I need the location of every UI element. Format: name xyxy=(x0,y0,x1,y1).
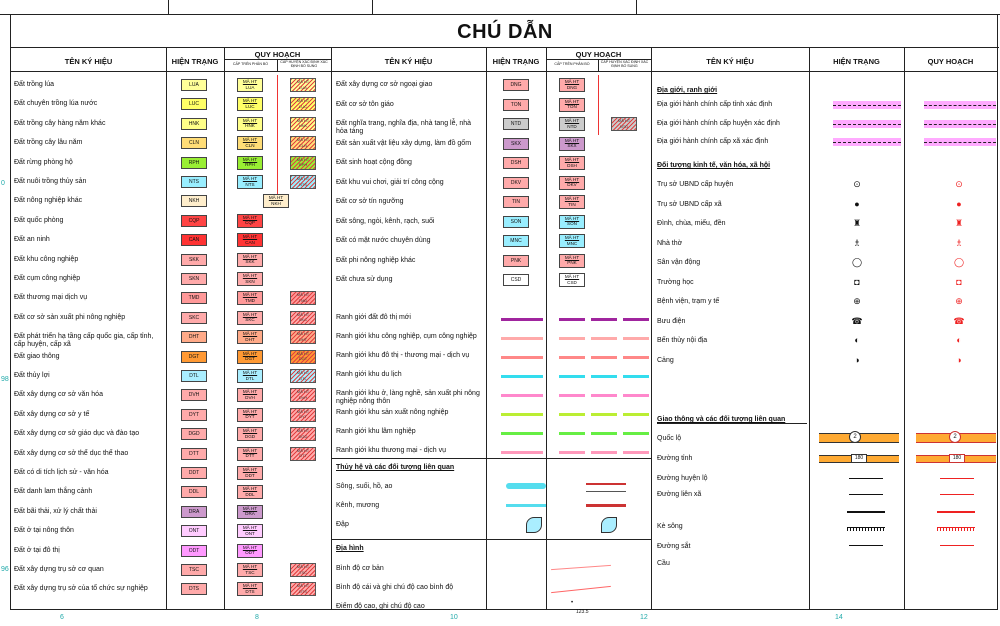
legend-item-label: Đất xây dựng trụ sở của tổ chức sự nghiệp xyxy=(14,585,148,593)
bridge-current xyxy=(849,545,883,546)
transport-label: Đường liên xã xyxy=(657,491,702,498)
terrain-section-title: Địa hình xyxy=(336,545,364,552)
planning-boundary-line xyxy=(591,337,617,340)
current-code-box: CAN xyxy=(181,234,207,246)
planning-boundary-line xyxy=(623,375,649,378)
current-code-box: DYT xyxy=(181,409,207,421)
dam-planning-symbol xyxy=(601,517,617,533)
header-planning-3: QUY HOẠCH xyxy=(927,57,974,66)
planning-code-box: MÃ HT PNK xyxy=(559,254,585,268)
legend-item-label: Đất phi nông nghiệp khác xyxy=(336,256,416,264)
planning-code-box: MÃ HT ONT xyxy=(237,524,263,538)
legend-item-label: Đất nông nghiệp khác xyxy=(14,197,83,205)
planning-code-box: MÃ HT NTS xyxy=(237,175,263,189)
planning-boundary-line xyxy=(591,375,617,378)
planning-code-box: MÃ HT DSH xyxy=(559,156,585,170)
current-code-box: DGT xyxy=(181,351,207,363)
header-planning-sub1-2: CẤP TRÊN PHÂN BỔ xyxy=(554,62,590,66)
planning-hatch-box: MÃ HT CLN xyxy=(290,136,316,150)
legend-item-label: Đất xây dựng cơ sở thể dục thể thao xyxy=(14,449,129,457)
object-planning-icon: ⊙ xyxy=(955,179,963,189)
objects-section-title: Đối tượng kinh tế, văn hóa, xã hội xyxy=(657,162,771,169)
current-code-box: TSC xyxy=(181,564,207,576)
current-code-box: ONT xyxy=(181,525,207,537)
planning-code-box: MÃ HT DYT xyxy=(237,408,263,422)
legend-item-label: Đất có di tích lịch sử - văn hóa xyxy=(14,469,109,476)
transport-label: Cầu xyxy=(657,560,670,567)
legend-item-label: Đất sản xuất vật liệu xây dựng, làm đồ gốm xyxy=(336,139,472,147)
planning-code-box: MÃ HT DGT xyxy=(237,350,263,364)
object-planning-icon: ◑ xyxy=(956,354,962,365)
object-label: Đình, chùa, miếu, đền xyxy=(657,220,726,227)
object-label: Trụ sở UBND cấp xã xyxy=(657,200,722,208)
legend-item-label: Đất trồng lúa xyxy=(14,81,55,88)
admin-boundary-label: Địa giới hành chính cấp huyện xác định xyxy=(657,119,780,127)
boundary-label: Ranh giới khu lâm nghiệp xyxy=(336,428,416,435)
legend-item-label: Đất xây dựng cơ sở ngoại giao xyxy=(336,81,433,88)
current-code-box: DHT xyxy=(181,331,207,343)
planning-boundary-line xyxy=(559,432,585,435)
current-code-box: CSD xyxy=(503,274,529,286)
provincial-road-badge-current: 180 xyxy=(851,454,867,463)
object-label: Nhà thờ xyxy=(657,239,683,247)
transport-label: Quốc lộ xyxy=(657,435,682,442)
admin-boundary-current-dash xyxy=(833,124,901,125)
admin-boundary-current-dash xyxy=(833,105,901,106)
current-code-box: TIN xyxy=(503,196,529,208)
legend-item-label: Đất phát triển hạ tầng cấp quốc gia, cấp tỉnh, cấp huyện, cấp xã xyxy=(14,333,154,349)
commune-road-planning xyxy=(940,494,974,495)
section-underline xyxy=(657,423,807,424)
planning-guide-line xyxy=(598,75,599,135)
legend-item-label: Đất nuôi trồng thủy sản xyxy=(14,178,87,185)
legend-item-label: Đất trồng cây lâu năm xyxy=(14,139,83,147)
object-label: Bệnh viện, trạm y tế xyxy=(657,298,720,305)
grid-coordinate: 6 xyxy=(60,614,64,621)
planning-boundary-line xyxy=(559,337,585,340)
planning-hatch-box: MÃ HT DGD xyxy=(290,427,316,441)
legend-item-label: Đất an ninh xyxy=(14,236,50,244)
legend-item-label: Đất bãi thải, xử lý chất thải xyxy=(14,507,97,515)
planning-hatch-box: MÃ HT HNK xyxy=(290,117,316,131)
boundary-section-title: Địa giới, ranh giới xyxy=(657,87,718,94)
legend-item-label: Đất rừng phòng hộ xyxy=(14,158,73,166)
planning-boundary-line xyxy=(623,432,649,435)
planning-code-box: MÃ HT DGD xyxy=(237,427,263,441)
planning-guide-line xyxy=(277,75,278,195)
planning-boundary-line xyxy=(623,394,649,397)
contour-basic-symbol xyxy=(551,565,611,570)
legend-item-label: Đất nghĩa trang, nghĩa địa, nhà tang lễ, nhà hỏa táng xyxy=(336,120,472,135)
header-planning-2: QUY HOẠCH xyxy=(575,50,622,59)
planning-code-box: MÃ HT DRA xyxy=(237,505,263,519)
legend-item-label: Đất cơ sở sản xuất phi nông nghiệp xyxy=(14,313,126,321)
planning-code-box: MÃ HT DTT xyxy=(237,447,263,461)
current-code-box: MNC xyxy=(503,235,529,247)
planning-boundary-line xyxy=(559,451,585,454)
object-planning-icon: ◯ xyxy=(953,257,965,267)
header-name-3: TÊN KÝ HIỆU xyxy=(706,57,754,66)
legend-item-label: Đất xây dựng cơ sở văn hóa xyxy=(14,391,103,399)
legend-title: CHÚ DẪN xyxy=(11,15,999,48)
planning-hatch-box: MÃ HT DHT xyxy=(290,330,316,344)
current-code-box: DSH xyxy=(503,157,529,169)
contour-index-symbol xyxy=(551,586,611,593)
current-code-box: HNK xyxy=(181,118,207,130)
elevation-point-symbol: • xyxy=(570,600,574,606)
current-boundary-line xyxy=(501,318,543,321)
current-code-box: NTS xyxy=(181,176,207,188)
current-code-box: RPH xyxy=(181,157,207,169)
planning-boundary-line xyxy=(591,432,617,435)
planning-code-box: MÃ HT DDL xyxy=(237,485,263,499)
planning-code-box: MÃ HT SON xyxy=(559,215,585,229)
terrain-item-label: Bình độ cơ bản xyxy=(336,565,384,572)
planning-hatch-box: MÃ HT DTL xyxy=(290,369,316,383)
header-name-2: TÊN KÝ HIỆU xyxy=(384,57,433,66)
current-boundary-line xyxy=(501,356,543,359)
object-planning-icon: ☎ xyxy=(953,315,965,326)
planning-hatch-box: MÃ HT RPH xyxy=(290,156,316,170)
current-code-box: LUA xyxy=(181,79,207,91)
grid-coordinate-side: 96 xyxy=(1,566,9,573)
object-planning-icon: ◐ xyxy=(956,335,962,345)
current-code-box: ODT xyxy=(181,545,207,557)
section-divider xyxy=(331,458,651,459)
planning-code-box: MÃ HT CSD xyxy=(559,273,585,287)
water-item-label: Đập xyxy=(336,521,349,528)
legend-item-label: Đất chưa sử dụng xyxy=(336,276,393,283)
current-code-box: SON xyxy=(503,216,529,228)
planning-boundary-line xyxy=(591,394,617,397)
legend-item-label: Đất khu vui chơi, giải trí công cộng xyxy=(336,178,444,186)
object-planning-icon: ♗ xyxy=(954,237,964,248)
planning-code-box: MÃ HT SKC xyxy=(237,311,263,325)
grid-coordinate: 10 xyxy=(450,614,458,621)
water-item-label: Kênh, mương xyxy=(336,502,380,509)
column-divider xyxy=(651,47,652,610)
column-divider xyxy=(224,47,225,610)
planning-hatch-box: MÃ HT DYT xyxy=(290,408,316,422)
current-code-box: CLN xyxy=(181,137,207,149)
legend-item-label: Đất thương mại dịch vụ xyxy=(14,294,88,302)
object-planning-icon: ⊕ xyxy=(955,296,963,306)
header-current-2: HIỆN TRẠNG xyxy=(492,57,540,66)
current-code-box: SKX xyxy=(503,138,529,150)
object-current-icon: ☎ xyxy=(851,315,863,326)
legend-item-label: Đất cơ sở tôn giáo xyxy=(336,100,394,108)
planning-hatch-box: MÃ HT DVH xyxy=(290,388,316,402)
planning-code-box: MÃ HT CLN xyxy=(237,136,263,150)
column-divider xyxy=(166,47,167,610)
header-current: HIỆN TRẠNG xyxy=(171,57,219,66)
planning-boundary-line xyxy=(591,413,617,416)
legend-item-label: Đất trồng cây hàng năm khác xyxy=(14,119,106,127)
embankment-current xyxy=(847,511,885,513)
legend-item-label: Đất có mặt nước chuyên dùng xyxy=(336,237,431,244)
planning-code-box: MÃ HT TIN xyxy=(559,195,585,209)
planning-code-box: MÃ HT CAN xyxy=(237,233,263,247)
current-code-box: SKN xyxy=(181,273,207,285)
planning-code-box: MÃ HT NKH xyxy=(263,194,289,208)
object-planning-icon: ● xyxy=(956,198,962,209)
planning-hatch-box: MÃ HT NTD xyxy=(611,117,637,131)
planning-code-box: MÃ HT SKX xyxy=(559,137,585,151)
bridge-planning xyxy=(940,545,974,546)
planning-hatch-box: MÃ HT LUA xyxy=(290,78,316,92)
boundary-label: Ranh giới đất đô thị mới xyxy=(336,314,411,321)
admin-boundary-planning-dash xyxy=(924,142,996,143)
transport-label: Đường tỉnh xyxy=(657,455,693,462)
current-boundary-line xyxy=(501,451,543,454)
planning-hatch-box: MÃ HT TSC xyxy=(290,563,316,577)
boundary-label: Ranh giới khu du lịch xyxy=(336,371,402,378)
water-item-label: Sông, suối, hồ, ao xyxy=(336,483,393,490)
current-code-box: TMD xyxy=(181,292,207,304)
header-divider xyxy=(11,71,997,72)
current-code-box: DTT xyxy=(181,448,207,460)
current-code-box: DDL xyxy=(181,486,207,498)
object-current-icon: ♜ xyxy=(852,218,862,228)
object-label: Sân vận động xyxy=(657,259,701,266)
legend-item-label: Đất chuyên trồng lúa nước xyxy=(14,100,98,108)
planning-hatch-box: MÃ HT DGT xyxy=(290,350,316,364)
canal-planning-symbol xyxy=(586,504,626,507)
planning-code-box: MÃ HT DKV xyxy=(559,176,585,190)
column-divider xyxy=(809,47,810,610)
admin-boundary-label: Địa giới hành chính cấp xã xác định xyxy=(657,138,769,145)
provincial-road-badge-planning: 180 xyxy=(949,454,965,463)
grid-coordinate-side: 98 xyxy=(1,376,9,383)
legend-item-label: Đất khu công nghiệp xyxy=(14,255,79,263)
object-current-icon: ♗ xyxy=(852,237,862,248)
legend-item-label: Đất xây dựng cơ sở y tế xyxy=(14,410,90,418)
planning-code-box: MÃ HT TON xyxy=(559,98,585,112)
planning-boundary-line xyxy=(623,356,649,359)
boundary-label: Ranh giới khu thương mại - dịch vụ xyxy=(336,447,446,454)
dam-current-symbol xyxy=(526,517,542,533)
header-current-3: HIỆN TRẠNG xyxy=(833,57,880,66)
planning-code-box: MÃ HT DVH xyxy=(237,388,263,402)
object-current-icon: ◐ xyxy=(854,335,860,345)
planning-hatch-box: MÃ HT NTS xyxy=(290,175,316,189)
grid-coordinate: 14 xyxy=(835,614,843,621)
planning-code-box: MÃ HT DNG xyxy=(559,78,585,92)
current-code-box: NTD xyxy=(503,118,529,130)
object-current-icon: ⊕ xyxy=(853,296,861,306)
transport-label: Đường sắt xyxy=(657,543,691,550)
planning-code-box: MÃ HT TMD xyxy=(237,291,263,305)
header-planning-sub2-2: CẤP HUYỆN XÁC ĐỊNH XÁC ĐỊNH BỔ SUNG xyxy=(600,60,649,68)
planning-boundary-line xyxy=(559,318,585,321)
embankment-planning xyxy=(937,511,975,513)
terrain-item-label: Điểm độ cao, ghi chú độ cao xyxy=(336,603,425,610)
section-divider xyxy=(331,539,651,540)
current-code-box: DGD xyxy=(181,428,207,440)
object-label: Trụ sở UBND cấp huyện xyxy=(657,181,734,188)
object-label: Cảng xyxy=(657,356,674,364)
legend-item-label: Đất xây dựng trụ sở cơ quan xyxy=(14,566,104,573)
transport-label: Đường huyện lộ xyxy=(657,475,708,482)
planning-code-box: MÃ HT DTL xyxy=(237,369,263,383)
object-current-icon: ◯ xyxy=(851,257,863,267)
planning-boundary-line xyxy=(559,394,585,397)
legend-item-label: Đất sông, ngòi, kênh, rạch, suối xyxy=(336,217,435,225)
column-divider xyxy=(331,47,332,610)
grid-coordinate-side: 0 xyxy=(1,180,5,187)
header-planning: QUY HOẠCH xyxy=(254,50,301,59)
legend-item-label: Đất cụm công nghiệp xyxy=(14,275,81,282)
current-boundary-line xyxy=(501,413,543,416)
current-code-box: DRA xyxy=(181,506,207,518)
current-boundary-line xyxy=(501,394,543,397)
transport-label: Kè sông xyxy=(657,523,683,530)
header-planning-sub2: CẤP HUYỆN XÁC ĐỊNH XÁC ĐỊNH BỔ SUNG xyxy=(280,60,328,68)
planning-code-box: MÃ HT SKK xyxy=(237,253,263,267)
boundary-label: Ranh giới khu đô thị - thương mại - dịch vụ xyxy=(336,352,470,359)
column-divider xyxy=(904,47,905,610)
planning-code-box: MÃ HT DDT xyxy=(237,466,263,480)
legend-frame xyxy=(10,14,998,615)
current-code-box: TON xyxy=(503,99,529,111)
canal-current-symbol xyxy=(506,504,546,507)
legend-item-label: Đất quốc phòng xyxy=(14,216,64,224)
river-current-symbol xyxy=(506,483,546,489)
planning-code-box: MÃ HT DHT xyxy=(237,330,263,344)
top-strip-divider xyxy=(372,0,373,14)
object-label: Trường học xyxy=(657,278,694,286)
river-planning-symbol xyxy=(586,483,626,492)
current-code-box: SKK xyxy=(181,254,207,266)
current-code-box: NKH xyxy=(181,195,207,207)
planning-hatch-box: MÃ HT LUC xyxy=(290,97,316,111)
legend-item-label: Đất sinh hoạt cộng đồng xyxy=(336,159,412,166)
top-strip xyxy=(0,0,1000,15)
planning-code-box: MÃ HT MNC xyxy=(559,234,585,248)
planning-boundary-line xyxy=(623,413,649,416)
planning-hatch-box: MÃ HT DTS xyxy=(290,582,316,596)
object-planning-icon: ♜ xyxy=(954,218,964,228)
current-boundary-line xyxy=(501,375,543,378)
current-code-box: LUC xyxy=(181,98,207,110)
planning-code-box: MÃ HT SKN xyxy=(237,272,263,286)
transport-section-title: Giao thông và các đối tượng liên quan xyxy=(657,416,786,423)
admin-boundary-label: Địa giới hành chính cấp tỉnh xác định xyxy=(657,101,773,108)
legend-item-label: Đất ở tại nông thôn xyxy=(14,527,74,535)
planning-boundary-line xyxy=(591,356,617,359)
national-road-badge-planning: 2 xyxy=(949,431,961,443)
column-divider xyxy=(486,47,487,610)
top-strip-divider xyxy=(168,0,169,14)
object-planning-icon: ◘ xyxy=(956,276,962,287)
planning-boundary-line xyxy=(623,337,649,340)
boundary-label: Ranh giới khu công nghiệp, cụm công nghiệp xyxy=(336,333,477,340)
current-code-box: DTL xyxy=(181,370,207,382)
current-boundary-line xyxy=(501,337,543,340)
planning-boundary-line xyxy=(559,356,585,359)
boundary-label: Ranh giới khu ở, làng nghề, sản xuất phi nông nghiệp nông thôn xyxy=(336,390,480,405)
commune-road-current xyxy=(849,494,883,495)
planning-code-box: MÃ HT RPH xyxy=(237,156,263,170)
current-code-box: DKV xyxy=(503,177,529,189)
planning-code-box: MÃ HT CQP xyxy=(237,214,263,228)
column-divider xyxy=(546,47,547,610)
legend-item-label: Đất thủy lợi xyxy=(14,372,50,379)
planning-boundary-line xyxy=(591,451,617,454)
planning-code-box: MÃ HT LUC xyxy=(237,97,263,111)
planning-hatch-box: MÃ HT TMD xyxy=(290,291,316,305)
current-code-box: SKC xyxy=(181,312,207,324)
header-planning-sub1: CẤP TRÊN PHÂN BỔ xyxy=(232,62,269,66)
top-strip-divider xyxy=(636,0,637,14)
elevation-value: 123.5 xyxy=(576,609,589,615)
grid-coordinate: 12 xyxy=(640,614,648,621)
national-road-badge-current: 2 xyxy=(849,431,861,443)
current-code-box: DNG xyxy=(503,79,529,91)
planning-hatch-box: MÃ HT SKC xyxy=(290,311,316,325)
object-current-icon: ● xyxy=(854,198,860,209)
planning-boundary-line xyxy=(623,318,649,321)
legend-item-label: Đất xây dựng cơ sở giáo dục và đào tạo xyxy=(14,430,140,438)
current-code-box: DVH xyxy=(181,389,207,401)
current-code-box: CQP xyxy=(181,215,207,227)
legend-item-label: Đất cơ sở tín ngưỡng xyxy=(336,198,404,205)
current-code-box: PNK xyxy=(503,255,529,267)
admin-boundary-current-dash xyxy=(833,142,901,143)
grid-coordinate: 8 xyxy=(255,614,259,621)
planning-hatch-box: MÃ HT DTT xyxy=(290,447,316,461)
district-road-planning xyxy=(940,478,974,479)
legend-item-label: Đất danh lam thắng cảnh xyxy=(14,488,93,496)
current-code-box: DTS xyxy=(181,583,207,595)
object-label: Bưu điện xyxy=(657,317,686,325)
planning-code-box: MÃ HT LUA xyxy=(237,78,263,92)
railway-current xyxy=(847,527,885,531)
planning-code-box: MÃ HT ODT xyxy=(237,544,263,558)
current-boundary-line xyxy=(501,432,543,435)
water-section-title: Thủy hệ và các đối tượng liên quan xyxy=(336,464,455,471)
planning-boundary-line xyxy=(559,413,585,416)
admin-boundary-planning-dash xyxy=(924,124,996,125)
boundary-label: Ranh giới khu sản xuất nông nghiệp xyxy=(336,409,449,416)
planning-code-box: MÃ HT TSC xyxy=(237,563,263,577)
terrain-item-label: Bình độ cái và ghi chú độ cao bình độ xyxy=(336,584,454,591)
district-road-current xyxy=(849,478,883,479)
legend-item-label: Đất ở tại đô thị xyxy=(14,546,60,554)
object-current-icon: ⊙ xyxy=(853,179,861,189)
current-code-box: DDT xyxy=(181,467,207,479)
railway-planning xyxy=(937,527,975,531)
admin-boundary-planning-dash xyxy=(924,105,996,106)
legend-item-label: Đất giao thông xyxy=(14,352,60,360)
planning-boundary-line xyxy=(623,451,649,454)
header-name: TÊN KÝ HIỆU xyxy=(64,57,113,66)
planning-code-box: MÃ HT DTS xyxy=(237,582,263,596)
object-label: Bến thủy nội địa xyxy=(657,337,708,344)
object-current-icon: ◑ xyxy=(854,354,860,365)
planning-boundary-line xyxy=(591,318,617,321)
planning-boundary-line xyxy=(559,375,585,378)
object-current-icon: ◘ xyxy=(854,276,860,287)
planning-code-box: MÃ HT HNK xyxy=(237,117,263,131)
planning-code-box: MÃ HT NTD xyxy=(559,117,585,131)
